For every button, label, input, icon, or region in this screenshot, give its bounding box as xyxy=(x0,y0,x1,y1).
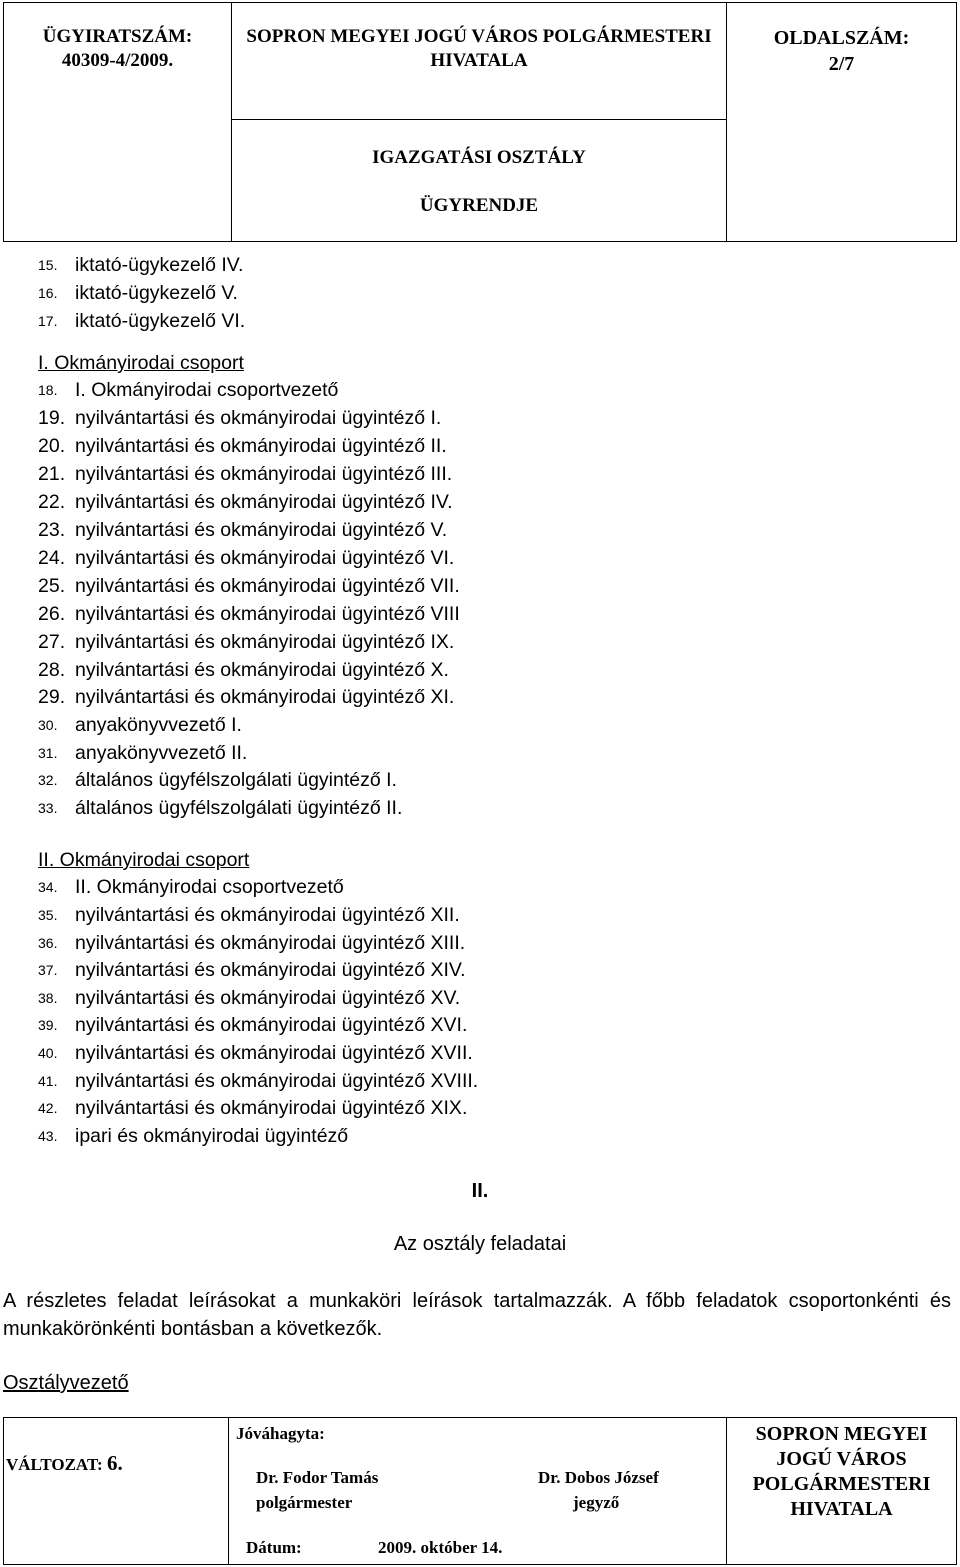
list-text: iktató-ügykezelő IV. xyxy=(75,254,244,276)
version xyxy=(6,1451,123,1476)
list-number: 43. xyxy=(38,1128,58,1144)
list-text: nyilvántartási és okmányirodai ügyintéző XVIII. xyxy=(75,1070,479,1092)
list-number: 28. xyxy=(38,659,66,681)
footer-divider xyxy=(228,1418,229,1564)
mayor-title: polgármester xyxy=(256,1493,353,1512)
group-title: II. Okmányirodai csoport xyxy=(38,849,250,871)
list-text: anyakönyvvezető II. xyxy=(75,742,248,764)
dept-cell xyxy=(232,134,726,230)
list-text: I. Okmányirodai csoportvezető xyxy=(75,379,339,401)
office-line: SOPRON MEGYEI xyxy=(755,1423,928,1445)
page-label: OLDALSZÁM: xyxy=(773,27,910,49)
subheading: Osztályvezető xyxy=(3,1372,129,1394)
list-text: nyilvántartási és okmányirodai ügyintéző V. xyxy=(75,519,448,541)
office-line-2: HIVATALA xyxy=(430,50,528,71)
list-text: nyilvántartási és okmányirodai ügyintéző XI. xyxy=(75,686,455,708)
list-text: nyilvántartási és okmányirodai ügyintéző III. xyxy=(75,463,453,485)
list-text: általános ügyfélszolgálati ügyintéző II. xyxy=(75,797,403,819)
office-line-1: SOPRON MEGYEI JOGÚ VÁROS POLGÁRMESTERI xyxy=(246,26,712,47)
list-text: nyilvántartási és okmányirodai ügyintéző II. xyxy=(75,435,447,457)
section-title: Az osztály feladatai xyxy=(393,1233,567,1255)
list-text: nyilvántartási és okmányirodai ügyintéző XIV. xyxy=(75,959,466,981)
list-number: 22. xyxy=(38,491,66,513)
list-number: 37. xyxy=(38,962,58,978)
mayor-name: Dr. Fodor Tamás xyxy=(256,1468,379,1487)
header-table xyxy=(3,2,957,242)
list-number: 41. xyxy=(38,1073,58,1089)
version-value: 6. xyxy=(106,1451,123,1475)
list-number: 17. xyxy=(38,313,58,329)
list-text: nyilvántartási és okmányirodai ügyintéző VIII xyxy=(75,603,460,625)
clerk-name: Dr. Dobos József xyxy=(538,1468,659,1487)
header-divider xyxy=(231,119,727,120)
list-text: nyilvántartási és okmányirodai ügyintéző VII. xyxy=(75,575,460,597)
list-number: 42. xyxy=(38,1100,58,1116)
list-text: nyilvántartási és okmányirodai ügyintéző IX. xyxy=(75,631,455,653)
list-text: iktató-ügykezelő VI. xyxy=(75,310,246,332)
list-number: 21. xyxy=(38,463,66,485)
office-line: JOGÚ VÁROS xyxy=(776,1448,907,1470)
list-number: 39. xyxy=(38,1017,58,1033)
list-number: 40. xyxy=(38,1045,58,1061)
list-text: nyilvántartási és okmányirodai ügyintéző XVI. xyxy=(75,1014,468,1036)
doc-type: ÜGYRENDJE xyxy=(419,195,539,216)
list-number: 15. xyxy=(38,257,58,273)
list-number: 20. xyxy=(38,435,66,457)
date-value: 2009. október 14. xyxy=(378,1538,503,1557)
dept-name: IGAZGATÁSI OSZTÁLY xyxy=(372,147,586,168)
section-paragraph: A részletes feladat leírásokat a munkaköri leírások tartalmazzák. A főbb feladatok csoportonkénti és munkakörönkénti bontásban a következők. xyxy=(3,1290,951,1340)
clerk-title: jegyző xyxy=(573,1493,620,1512)
section-number: II. xyxy=(471,1180,489,1202)
list-number: 18. xyxy=(38,382,58,398)
list-number: 33. xyxy=(38,800,58,816)
list-number: 16. xyxy=(38,285,58,301)
list-text: iktató-ügykezelő V. xyxy=(75,282,238,304)
approved-label: Jóváhagyta: xyxy=(236,1424,325,1443)
list-number: 31. xyxy=(38,745,58,761)
list-text: nyilvántartási és okmányirodai ügyintéző X. xyxy=(75,659,449,681)
list-number: 19. xyxy=(38,407,66,429)
list-number: 32. xyxy=(38,772,58,788)
list-text: nyilvántartási és okmányirodai ügyintéző XIII. xyxy=(75,932,466,954)
list-number: 36. xyxy=(38,935,58,951)
list-text: nyilvántartási és okmányirodai ügyintéző XV. xyxy=(75,987,461,1009)
list-number: 25. xyxy=(38,575,66,597)
list-number: 26. xyxy=(38,603,66,625)
footer-table xyxy=(3,1417,957,1565)
list-text: ipari és okmányirodai ügyintéző xyxy=(75,1125,349,1147)
list-text: nyilvántartási és okmányirodai ügyintéző XVII. xyxy=(75,1042,473,1064)
list-text: nyilvántartási és okmányirodai ügyintéző IV. xyxy=(75,491,453,513)
docnum-label: ÜGYIRATSZÁM: xyxy=(42,26,193,47)
page-cell xyxy=(727,25,956,77)
group-title: I. Okmányirodai csoport xyxy=(38,352,244,374)
list-text: általános ügyfélszolgálati ügyintéző I. xyxy=(75,769,397,791)
list-number: 30. xyxy=(38,717,58,733)
docnum-cell xyxy=(4,25,231,73)
list-text: anyakönyvvezető I. xyxy=(75,714,242,736)
version-label: VÁLTOZAT: xyxy=(6,1455,103,1474)
list-text: nyilvántartási és okmányirodai ügyintéző VI. xyxy=(75,547,455,569)
page-value: 2/7 xyxy=(828,53,855,75)
list-number: 35. xyxy=(38,907,58,923)
list-number: 24. xyxy=(38,547,66,569)
office-block xyxy=(727,1422,956,1522)
list-number: 34. xyxy=(38,879,58,895)
date-label: Dátum: xyxy=(246,1538,302,1557)
list-number: 29. xyxy=(38,686,66,708)
office-cell xyxy=(232,25,726,73)
list-number: 38. xyxy=(38,990,58,1006)
list-number: 27. xyxy=(38,631,66,653)
list-text: nyilvántartási és okmányirodai ügyintéző I. xyxy=(75,407,442,429)
docnum-value: 40309-4/2009. xyxy=(61,50,174,71)
list-number: 23. xyxy=(38,519,66,541)
list-text: nyilvántartási és okmányirodai ügyintéző XIX. xyxy=(75,1097,468,1119)
list-text: II. Okmányirodai csoportvezető xyxy=(75,876,344,898)
list-text: nyilvántartási és okmányirodai ügyintéző XII. xyxy=(75,904,460,926)
office-line: HIVATALA xyxy=(790,1498,893,1520)
office-line: POLGÁRMESTERI xyxy=(752,1473,931,1495)
